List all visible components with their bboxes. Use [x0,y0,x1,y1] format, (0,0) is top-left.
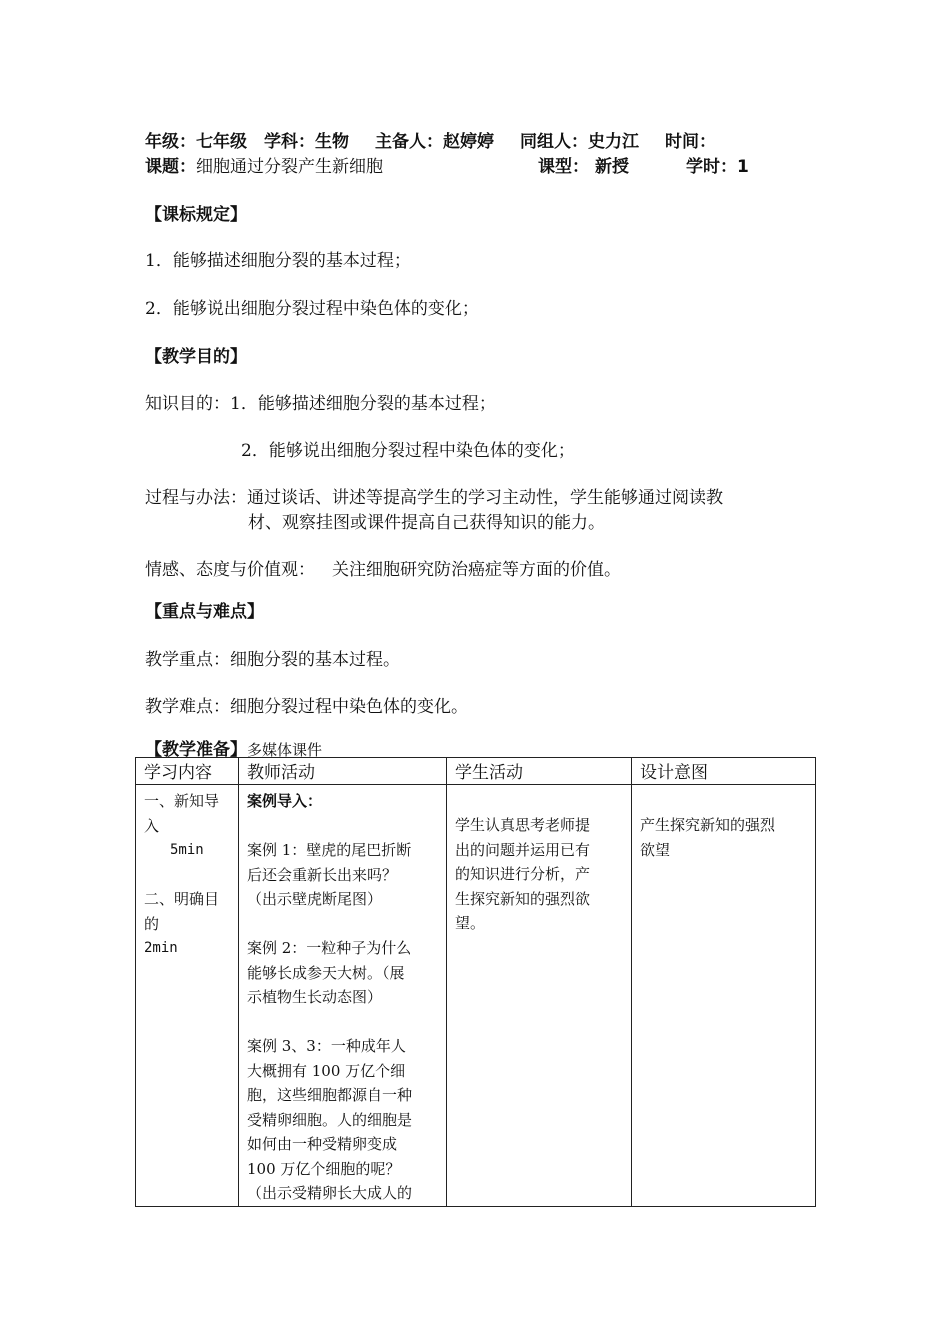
preparation-title: 【教学准备】 [145,740,247,760]
preparer-value: 赵婷婷 [443,132,494,152]
preparation-value: 多媒体课件 [247,741,323,759]
student-cell [447,785,632,1207]
preparer-label: 主备人： [375,132,443,152]
case3-line-3: 胞，这些细胞都源自一种 [247,1086,413,1104]
intent-cell [632,785,816,1207]
case3-line-6: 100 万亿个细胞的呢？ [247,1159,401,1178]
case1-line-2: 后还会重新长出来吗？ [247,865,398,884]
intent-line-1: 产生探究新知的强烈 [640,816,776,834]
focus-line: 教学重点：细胞分裂的基本过程。 [145,650,400,670]
curriculum-item-1: 1．能够描述细胞分裂的基本过程； [145,251,411,271]
objectives-title: 【教学目的】 [145,347,247,367]
knowledge-item-2: 2．能够说出细胞分裂过程中染色体的变化； [241,441,575,461]
header-line-2 [145,152,383,177]
topic-label: 课题： [145,157,196,177]
attitude-text: 关注细胞研究防治癌症等方面的价值。 [332,560,621,580]
student-line-5: 望。 [455,914,486,932]
process-line-1 [145,483,723,508]
case1-line-3: （出示壁虎断尾图） [247,890,383,908]
hours-label: 学时： [686,157,737,177]
case2-line-3: 示植物生长动态图） [247,988,383,1006]
keypoints-title: 【重点与难点】 [145,602,264,622]
process-label: 过程与办法： [145,488,247,508]
topic-value: 细胞通过分裂产生新细胞 [196,157,383,177]
grade-label: 年级： [145,132,196,152]
process-text-1: 通过谈话、讲述等提高学生的学习主动性，学生能够通过阅读教 [247,488,723,508]
step1-text-b: 入 [144,816,160,835]
case2-line-2: 能够长成参天大树。（展 [247,963,405,982]
case2-line-1: 案例 2：一粒种子为什么 [247,939,412,957]
step2-text-b: 的 [144,914,160,933]
case3-line-5: 如何由一种受精卵变成 [247,1135,398,1153]
step1-text-a: 一、新知导 [144,792,220,810]
grade-value: 七年级 [196,132,247,152]
teacher-intro: 案例导入： [247,792,323,810]
case1-line-1: 案例 1：壁虎的尾巴折断 [247,841,412,859]
process-text-2: 材、观察挂图或课件提高自己获得知识的能力。 [248,513,605,533]
attitude-label: 情感、态度与价值观： [145,560,315,580]
teacher-cell [239,785,447,1207]
knowledge-label: 知识目的： [145,394,230,414]
header-cell-teacher: 教师活动 [239,758,447,785]
subject-value: 生物 [315,132,349,152]
curriculum-title: 【课标规定】 [145,205,247,225]
lesson-table [135,757,816,1207]
type-label: 课型： [538,157,589,177]
table-row [136,785,816,1207]
case3-line-4: 受精卵细胞。人的细胞是 [247,1110,413,1129]
case3-line-1: 案例 3、3：一种成年人 [247,1037,406,1055]
content-cell [136,785,239,1207]
time-label: 时间： [665,132,716,152]
header-line-1 [145,127,716,152]
header-cell-student: 学生活动 [447,758,632,785]
student-line-3: 的知识进行分析，产 [455,865,591,883]
knowledge-item-1: 1．能够描述细胞分裂的基本过程； [230,394,496,414]
step2-text-a: 二、明确目 [144,890,220,908]
type-value: 新授 [595,157,629,177]
difficulty-line: 教学难点：细胞分裂过程中染色体的变化。 [145,697,468,717]
header-cell-content: 学习内容 [136,758,239,785]
student-line-2: 出的问题并运用已有 [455,840,591,859]
attitude-line [145,555,621,580]
group-label: 同组人： [520,132,588,152]
step1-time: 5min [170,842,204,858]
student-line-4: 生探究新知的强烈欲 [455,889,591,908]
hours-field [686,152,749,177]
type-field [538,152,629,177]
step2-time: 2min [144,940,178,956]
group-value: 史力江 [588,132,639,152]
curriculum-item-2: 2．能够说出细胞分裂过程中染色体的变化； [145,299,479,319]
case3-line-2: 大概拥有 100 万亿个细 [247,1061,406,1080]
knowledge-line-1 [145,389,496,414]
header-cell-intent: 设计意图 [632,758,816,785]
subject-label: 学科： [264,132,315,152]
student-line-1: 学生认真思考老师提 [455,816,591,834]
table-header-row [136,758,816,785]
case3-line-7: （出示受精卵长大成人的 [247,1184,413,1202]
hours-value: 1 [737,157,749,177]
intent-line-2: 欲望 [640,840,671,859]
